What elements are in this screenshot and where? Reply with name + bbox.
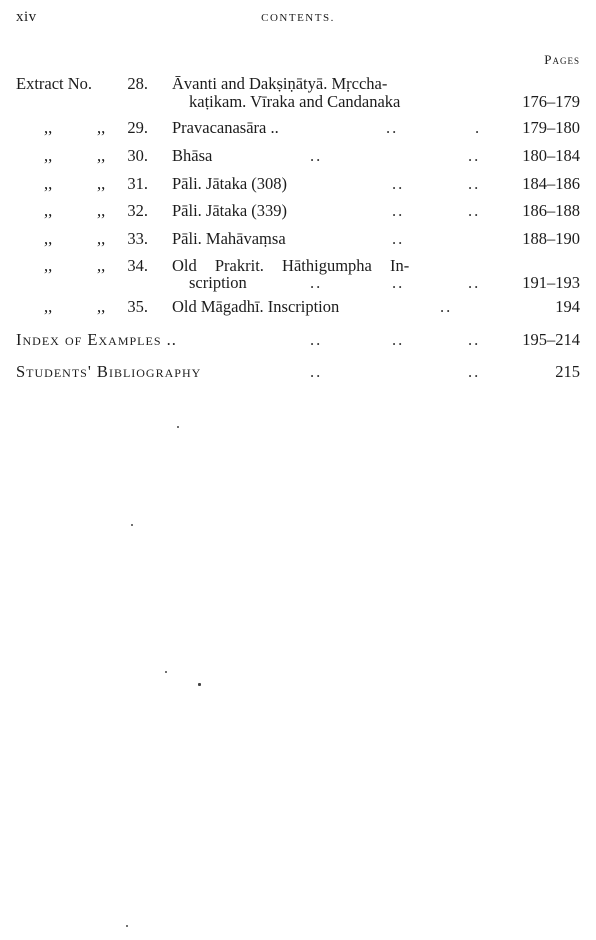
leader-dots: .. [386, 118, 399, 137]
leader-dots: .. [468, 146, 481, 165]
entry-number: 34. [127, 256, 148, 275]
entry-pages: 195–214 [522, 330, 580, 349]
pages-column-heading: Pages [544, 52, 580, 67]
entry-number: 30. [127, 146, 148, 165]
ditto-mark: ,, [97, 229, 106, 248]
entry-title-line1: Old Prakrit. Hāthigumpha In- [172, 256, 410, 275]
entry-pages: 186–188 [522, 201, 580, 220]
entry-title: Pravacanasāra .. [172, 118, 279, 137]
print-speck [126, 925, 128, 927]
leader-dots: .. [440, 297, 453, 316]
leader-dots: .. [468, 273, 481, 292]
leader-dots: .. [392, 174, 405, 193]
print-speck [177, 426, 179, 428]
entry-title: Pāli. Jātaka (308) [172, 174, 288, 193]
print-speck [198, 683, 201, 686]
entry-pages: 188–190 [522, 229, 580, 248]
ditto-mark: ,, [97, 118, 106, 137]
leader-dots: .. [310, 330, 323, 349]
entry-pages: 194 [555, 297, 580, 316]
ditto-mark: ,, [44, 201, 53, 220]
leader-dots: .. [310, 273, 323, 292]
bibliography-label: Students' Bibliography [16, 362, 202, 381]
entry-title-line2: scription [189, 273, 247, 292]
leader-dots: .. [392, 330, 405, 349]
leader-dots: . [475, 118, 482, 137]
entry-number: 32. [127, 201, 148, 220]
ditto-mark: ,, [44, 118, 53, 137]
entry-number: 31. [127, 174, 148, 193]
entry-pages: 179–180 [522, 118, 580, 137]
print-speck [165, 671, 167, 673]
entry-title: Pāli. Jātaka (339) [172, 201, 288, 220]
leader-dots: .. [310, 362, 323, 381]
entry-title: Bhāsa [172, 146, 213, 165]
entry-number: 33. [127, 229, 148, 248]
page-number: xiv [16, 9, 37, 25]
entry-number: 28. [127, 74, 148, 93]
entry-pages: 180–184 [522, 146, 580, 165]
print-speck [131, 524, 133, 526]
entry-title-line2: kaṭikam. Vīraka and Candanaka [189, 92, 401, 111]
ditto-mark: ,, [44, 256, 53, 275]
entry-pages: 184–186 [522, 174, 580, 193]
entry-pages: 176–179 [522, 92, 580, 111]
ditto-mark: ,, [97, 297, 106, 316]
leader-dots: .. [392, 273, 405, 292]
ditto-mark: ,, [97, 256, 106, 275]
leader-dots: .. [392, 229, 405, 248]
ditto-mark: ,, [97, 201, 106, 220]
entry-title: Pāli. Mahāvaṃsa [172, 229, 286, 248]
leader-dots: .. [310, 146, 323, 165]
entry-pages: 215 [555, 362, 580, 381]
entry-number: 35. [127, 297, 148, 316]
index-label: Index of Examples .. [16, 330, 177, 349]
entry-pages: 191–193 [522, 273, 580, 292]
ditto-mark: ,, [44, 297, 53, 316]
ditto-mark: ,, [97, 174, 106, 193]
ditto-mark: ,, [44, 146, 53, 165]
entry-title-line1: Āvanti and Dakṣiṇātyā. Mṛccha- [172, 74, 388, 93]
entry-title: Old Māgadhī. Inscription [172, 297, 340, 316]
ditto-mark: ,, [44, 174, 53, 193]
running-title: CONTENTS. [261, 12, 335, 24]
extract-label: Extract No. [16, 74, 93, 93]
entry-number: 29. [127, 118, 148, 137]
leader-dots: .. [468, 201, 481, 220]
leader-dots: .. [392, 201, 405, 220]
leader-dots: .. [468, 330, 481, 349]
leader-dots: .. [468, 174, 481, 193]
leader-dots: .. [468, 362, 481, 381]
ditto-mark: ,, [97, 146, 106, 165]
ditto-mark: ,, [44, 229, 53, 248]
